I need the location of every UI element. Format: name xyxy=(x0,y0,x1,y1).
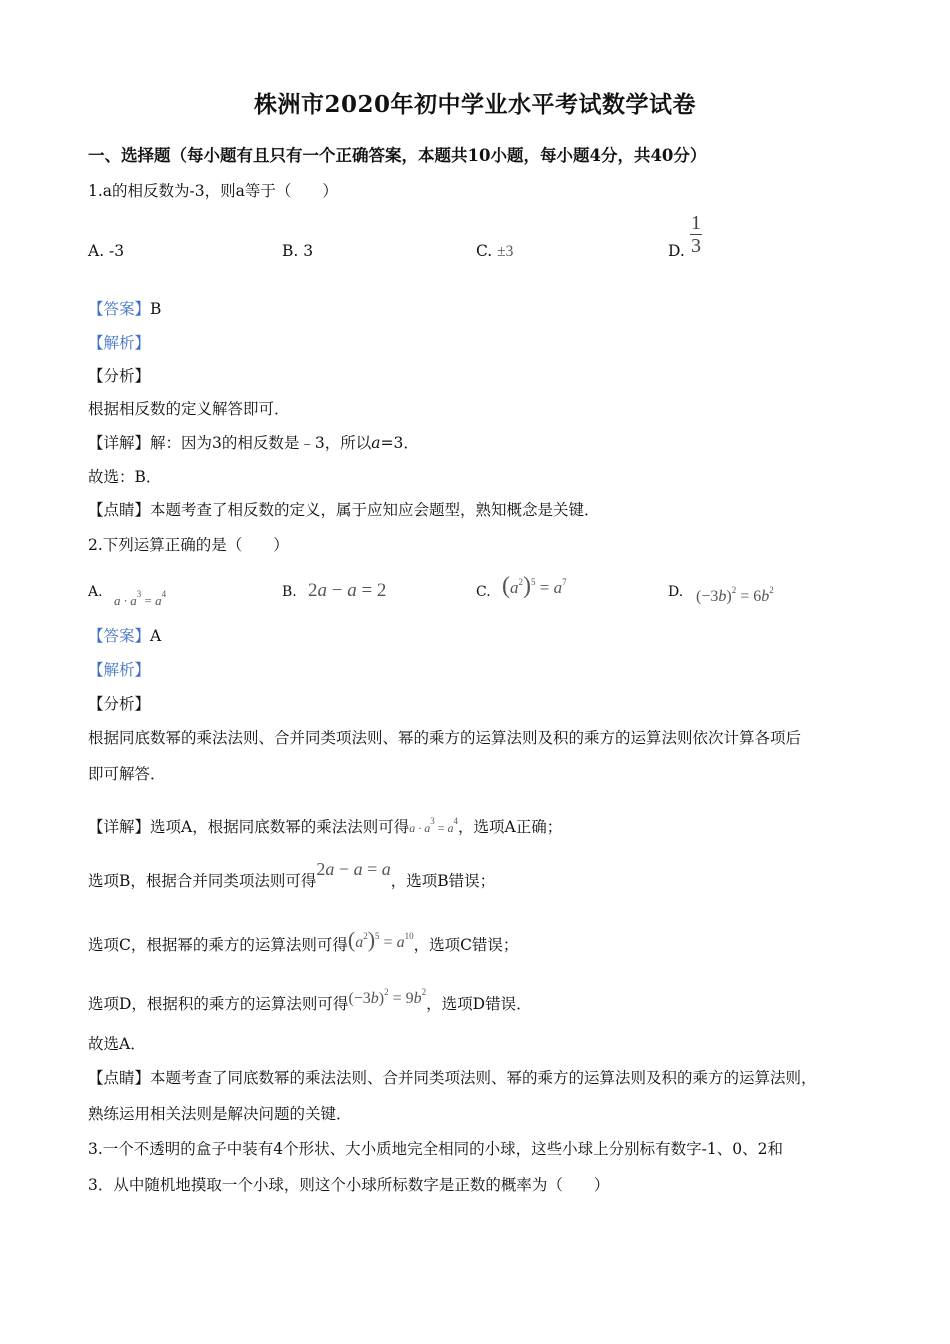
q2-option-b-label: B. xyxy=(282,584,297,600)
q2-detail-a xyxy=(88,811,562,838)
q1-jiexi-tag: 【解析】 xyxy=(88,334,151,352)
q1-dianjing xyxy=(88,500,600,520)
q1-dianjing-text: 本题考查了相反数的定义，属于应知应会题型，熟知概念是关键． xyxy=(150,501,600,519)
q2-option-a-label: A. xyxy=(88,584,103,600)
q2-detail-c xyxy=(88,929,518,956)
q1-answer-line xyxy=(88,299,161,319)
q2-detail-b xyxy=(88,859,496,891)
q2-option-c-math: $(a^2)^5 = a^7$ xyxy=(502,573,567,599)
q2-jiexi-tag: 【解析】 xyxy=(88,661,151,679)
q1-option-c-math: ±3 xyxy=(497,243,514,260)
q1-choose: 故选：B． xyxy=(88,468,162,486)
q2-detail-d-text-1: 选项D，根据积的乘方的运算法则可得 xyxy=(88,995,349,1013)
q2-dianjing-2: 熟练运用相关法则是解决问题的关键． xyxy=(88,1105,352,1123)
q2-detail-b-math: 2a − a = a xyxy=(316,859,391,879)
q1-fenxi-tag: 【分析】 xyxy=(88,367,151,385)
q2-answer-line xyxy=(88,626,161,646)
answer-tag: 【答案】 xyxy=(88,627,151,645)
q2-option-a-math: $a \cdot a^3 = a^4$ xyxy=(114,589,167,608)
q2-stem: 2.下列运算正确的是（ ） xyxy=(88,536,289,554)
q1-option-d-fraction xyxy=(690,212,702,257)
fraction-numerator: 1 xyxy=(691,212,701,234)
q2-detail-b-text-2: ，选项B错误； xyxy=(390,872,496,890)
fraction-denominator: 3 xyxy=(691,235,701,257)
q1-analysis: 根据相反数的定义解答即可． xyxy=(88,400,290,418)
q1-detail-text-2: =3． xyxy=(380,434,419,452)
q2-detail-d-text-2: ，选项D错误． xyxy=(426,995,532,1013)
q1-detail xyxy=(88,433,419,453)
q2-detail-d-math: $(-3b)^2 = 9b^2$ xyxy=(348,987,427,1007)
q2-dianjing-text-1: 本题考查了同底数幂的乘法法则、合并同类项法则、幂的乘方的运算法则及积的乘方的运算法则， xyxy=(150,1069,817,1087)
q1-option-d-label: D. xyxy=(668,242,685,260)
q2-detail-b-text-1: 选项B，根据合并同类项法则可得 xyxy=(88,872,317,890)
answer-tag: 【答案】 xyxy=(88,300,151,318)
q3-stem-2: 3．从中随机地摸取一个小球，则这个小球所标数字是正数的概率为（ ） xyxy=(88,1176,610,1194)
q1-detail-text-1: 解：因为3的相反数是﹣3，所以 xyxy=(150,434,372,452)
q2-option-c-label: C. xyxy=(476,584,491,600)
q2-detail-a-text-2: ，选项A正确； xyxy=(458,818,563,836)
q2-detail-c-text-2: ，选项C错误； xyxy=(413,936,519,954)
q2-answer: A xyxy=(150,627,162,645)
section-heading: 一、选择题（每小题有且只有一个正确答案，本题共10小题，每小题4分，共40分） xyxy=(88,146,707,165)
q1-stem: 1.a的相反数为-3，则a等于（ ） xyxy=(88,182,338,200)
q3-stem-1: 3.一个不透明的盒子中装有4个形状、大小质地完全相同的小球，这些小球上分别标有数字-1、0、2和 xyxy=(88,1140,783,1158)
q2-analysis-2: 即可解答． xyxy=(88,765,166,783)
q2-choose: 故选A． xyxy=(88,1035,146,1053)
q1-option-a: A. -3 xyxy=(88,242,125,260)
q2-detail-a-math: $a \cdot a^3 = a^4$ xyxy=(409,816,458,835)
q1-option-b: B. 3 xyxy=(282,242,314,260)
detail-tag: 【详解】 xyxy=(88,434,151,452)
q2-option-d-label: D. xyxy=(668,584,684,600)
dianjing-tag: 【点睛】 xyxy=(88,501,151,519)
q2-analysis-1: 根据同底数幂的乘法法则、合并同类项法则、幂的乘方的运算法则及积的乘方的运算法则依次计算各项后 xyxy=(88,729,802,747)
detail-tag: 【详解】 xyxy=(88,818,151,836)
q2-detail-d xyxy=(88,988,532,1015)
dianjing-tag: 【点睛】 xyxy=(88,1069,151,1087)
q2-option-d-math: $(-3b)^2 = 6b^2$ xyxy=(696,585,774,605)
page-title: 株洲市2020年初中学业水平考试数学试卷 xyxy=(253,91,696,118)
q2-detail-c-text-1: 选项C，根据幂的乘方的运算法则可得 xyxy=(88,936,348,954)
q1-option-c-label: C. xyxy=(476,242,498,260)
q2-dianjing-1 xyxy=(88,1068,817,1088)
q1-answer: B xyxy=(150,300,162,318)
q2-detail-a-text-1: 选项A，根据同底数幂的乘法法则可得 xyxy=(150,818,410,836)
q2-option-b-math: 2a − a = 2 xyxy=(308,580,387,601)
q2-detail-c-math: $(a^2)^5 = a^{10}$ xyxy=(347,927,414,952)
q2-fenxi-tag: 【分析】 xyxy=(88,695,151,713)
q1-option-c xyxy=(476,241,513,262)
q1-detail-var: a xyxy=(371,434,381,452)
